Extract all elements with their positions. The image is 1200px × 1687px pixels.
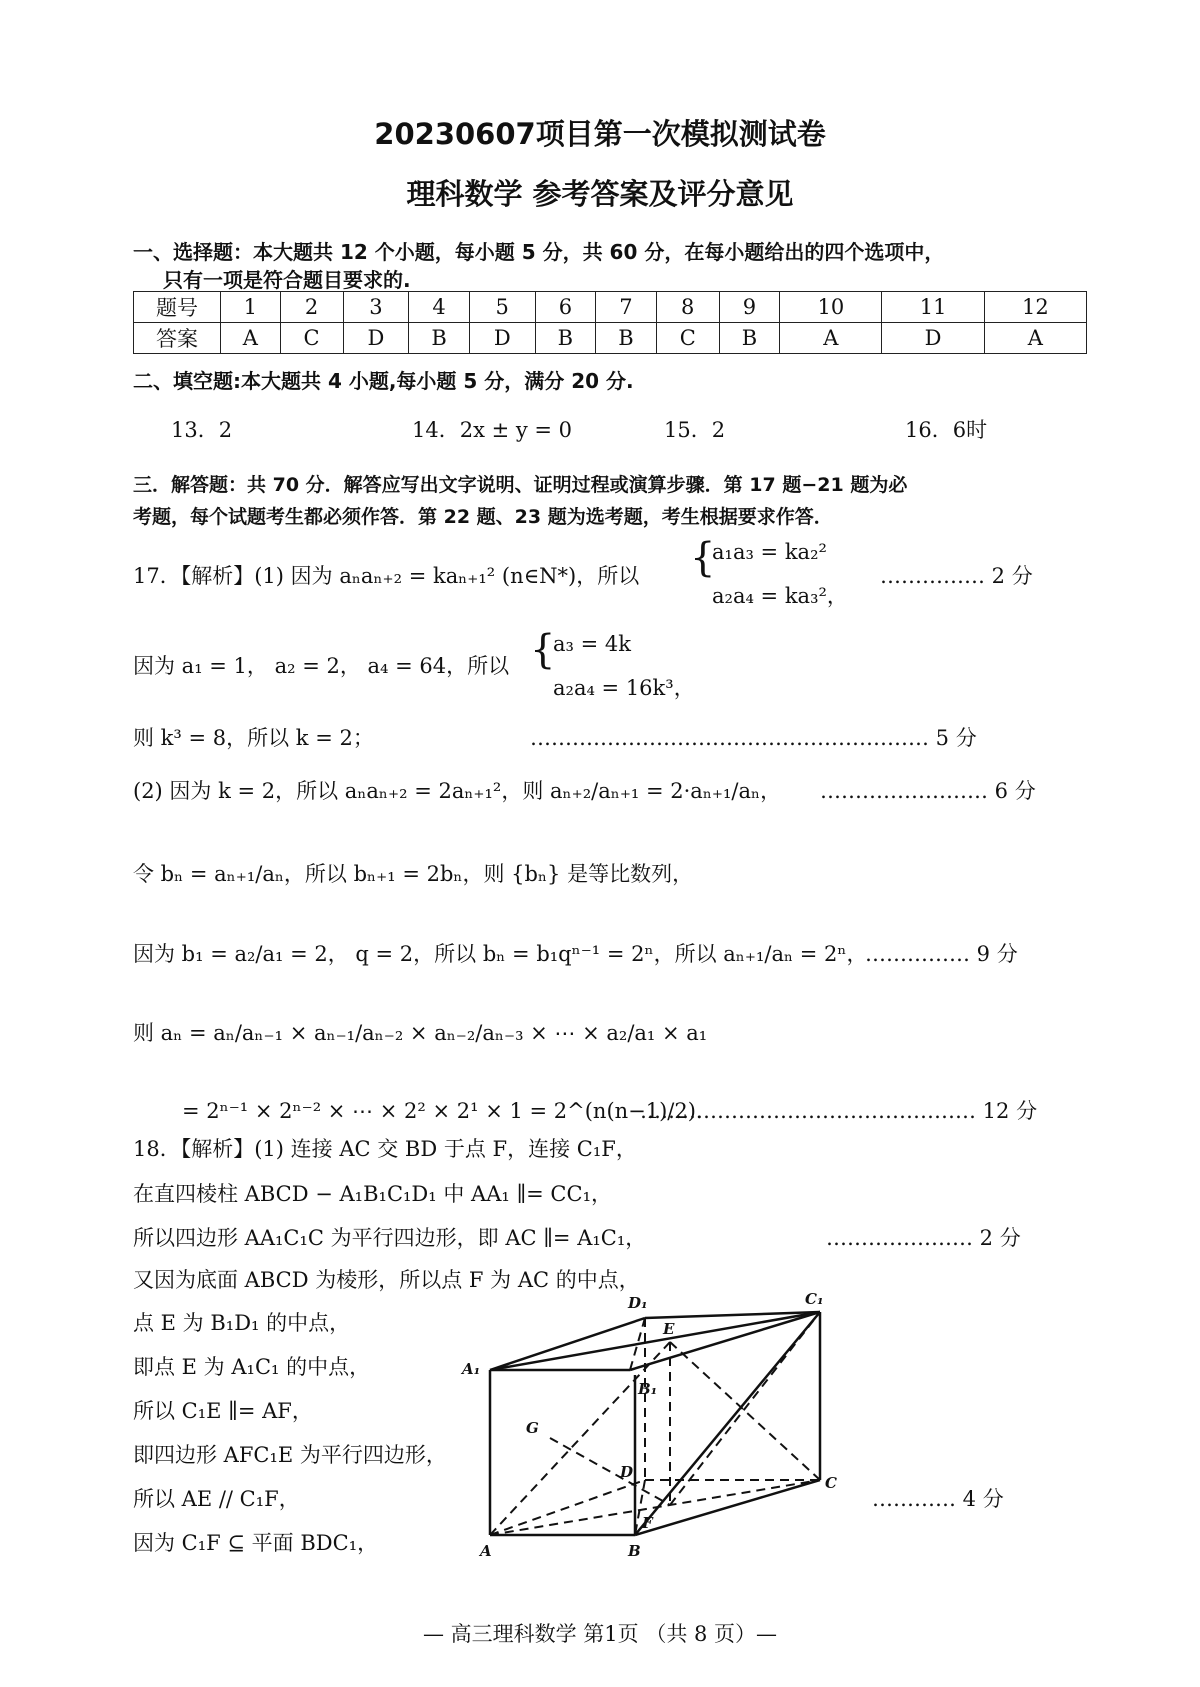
q18-score-2: ………………… 2 分 — [826, 1226, 1021, 1250]
q17-system2-b: a₂a₄ = 16k³， — [553, 676, 695, 700]
q17-line7: 则 aₙ = aₙ/aₙ₋₁ × aₙ₋₁/aₙ₋₂ × aₙ₋₂/aₙ₋₃ × ⋯ × a₂/a₁ × a₁ — [133, 1021, 708, 1045]
page-footer: — 高三理科数学 第1页 （共 8 页）— — [422, 1622, 778, 1646]
label-f: F — [642, 1514, 653, 1532]
section2-heading: 二、填空题:本大题共 4 小题,每小题 5 分，满分 20 分. — [133, 369, 634, 393]
q17-line6: 因为 b₁ = a₂/a₁ = 2， q = 2，所以 bₙ = b₁qⁿ⁻¹ = 2ⁿ，所以 aₙ₊₁/aₙ = 2ⁿ， — [133, 942, 868, 966]
row-label-answer: 答案 — [134, 323, 221, 354]
section3-line1: 三．解答题：共 70 分．解答应写出文字说明、证明过程或演算步骤．第 17 题−21 题为必 — [133, 474, 908, 496]
q18-line10: 因为 C₁F ⊆ 平面 BDC₁， — [133, 1531, 379, 1555]
label-c1: C₁ — [805, 1290, 824, 1308]
dashed-a-d — [490, 1480, 645, 1535]
table-cell: D — [469, 323, 535, 354]
table-cell: 8 — [656, 292, 719, 323]
q17-line3: 则 k³ = 8，所以 k = 2； — [133, 726, 374, 750]
table-cell: B — [596, 323, 657, 354]
q18-score-4: ………… 4 分 — [872, 1487, 1004, 1511]
table-cell: B — [535, 323, 596, 354]
edge-b-c — [635, 1480, 820, 1535]
table-cell: 11 — [882, 292, 984, 323]
q17-score-2: …………… 2 分 — [880, 564, 1033, 588]
brace-2: { — [530, 627, 556, 673]
section1-heading-line2: 只有一项是符合题目要求的. — [163, 268, 411, 292]
table-cell: 1 — [221, 292, 281, 323]
dashed-e-c — [670, 1342, 820, 1480]
q17-score-5: ………………………………………………… 5 分 — [530, 726, 977, 750]
table-cell: 3 — [343, 292, 409, 323]
table-cell: B — [719, 323, 780, 354]
q17-score-6: …………………… 6 分 — [820, 779, 1036, 803]
prism-figure — [460, 1290, 860, 1560]
table-cell: A — [984, 323, 1086, 354]
answer-13: 13．2 — [171, 418, 233, 442]
answer-table — [133, 291, 1087, 354]
table-cell: 5 — [469, 292, 535, 323]
table-cell: 7 — [596, 292, 657, 323]
q18-line5: 点 E 为 B₁D₁ 的中点， — [133, 1311, 351, 1335]
brace-1: { — [690, 535, 716, 581]
q17-line5: 令 bₙ = aₙ₊₁/aₙ，所以 bₙ₊₁ = 2bₙ，则 {bₙ} 是等比数列， — [133, 862, 694, 886]
answer-table-number-row — [134, 292, 1087, 323]
table-cell: 10 — [780, 292, 882, 323]
table-cell: A — [780, 323, 882, 354]
q18-line7: 所以 C₁E ∥= AF， — [133, 1399, 313, 1423]
q17-line2: 因为 a₁ = 1， a₂ = 2， a₄ = 64，所以 — [133, 654, 510, 678]
q17-system2-a: a₃ = 4k — [553, 632, 631, 656]
answer-15: 15．2 — [664, 418, 726, 442]
answer-14: 14．2x ± y = 0 — [412, 418, 573, 442]
table-cell: 12 — [984, 292, 1086, 323]
q18-line6: 即点 E 为 A₁C₁ 的中点， — [133, 1355, 371, 1379]
label-d1: D₁ — [628, 1294, 648, 1312]
table-cell: 4 — [409, 292, 470, 323]
label-b: B — [628, 1542, 641, 1560]
dashed-g-f — [550, 1438, 670, 1505]
document-subtitle: 理科数学 参考答案及评分意见 — [406, 177, 794, 211]
table-cell: 2 — [280, 292, 343, 323]
label-d: D — [620, 1463, 634, 1481]
q17-system-a: a₁a₃ = ka₂² — [712, 540, 827, 564]
q17-system-b: a₂a₄ = ka₃²， — [712, 584, 848, 608]
q18-line3: 所以四边形 AA₁C₁C 为平行四边形，即 AC ∥= A₁C₁， — [133, 1226, 647, 1250]
table-cell: C — [280, 323, 343, 354]
table-cell: B — [409, 323, 470, 354]
label-b1: B₁ — [638, 1380, 658, 1398]
section3-line2: 考题，每个试题考生都必须作答．第 22 题、23 题为选考题，考生根据要求作答． — [133, 506, 833, 528]
label-a1: A₁ — [462, 1360, 481, 1378]
q18-line8: 即四边形 AFC₁E 为平行四边形， — [133, 1443, 447, 1467]
edge-b-c1 — [635, 1312, 820, 1535]
row-label-number: 题号 — [134, 292, 221, 323]
table-cell: 6 — [535, 292, 596, 323]
edge-a1-d1 — [490, 1318, 645, 1370]
answer-table-answer-row — [134, 323, 1087, 354]
label-a: A — [480, 1542, 492, 1560]
document-title: 20230607项目第一次模拟测试卷 — [374, 117, 826, 151]
table-cell: D — [343, 323, 409, 354]
q18-line1: 18．【解析】(1) 连接 AC 交 BD 于点 F，连接 C₁F， — [133, 1137, 637, 1161]
table-cell: D — [882, 323, 984, 354]
label-c: C — [825, 1474, 837, 1492]
q17-line4: (2) 因为 k = 2，所以 aₙaₙ₊₂ = 2aₙ₊₁²，则 aₙ₊₂/aₙ₊₁ = 2·aₙ₊₁/aₙ， — [133, 779, 782, 803]
q18-line4: 又因为底面 ABCD 为棱形，所以点 F 为 AC 的中点， — [133, 1268, 640, 1292]
q18-line2: 在直四棱柱 ABCD − A₁B₁C₁D₁ 中 AA₁ ∥= CC₁， — [133, 1182, 612, 1206]
label-e: E — [663, 1320, 675, 1338]
table-cell: C — [656, 323, 719, 354]
q17-line8: = 2ⁿ⁻¹ × 2ⁿ⁻² × ⋯ × 2² × 2¹ × 1 = 2^(n(n−1)/2)． — [182, 1099, 717, 1123]
q18-line9: 所以 AE // C₁F， — [133, 1487, 300, 1511]
table-cell: A — [221, 323, 281, 354]
answer-16: 16．6时 — [905, 418, 988, 442]
dashed-a-c — [490, 1480, 820, 1535]
q17-line1: 17．【解析】(1) 因为 aₙaₙ₊₂ = kaₙ₊₁² (n∈N*)，所以 — [133, 564, 640, 588]
table-cell: 9 — [719, 292, 780, 323]
q17-score-9: …………… 9 分 — [865, 942, 1018, 966]
section1-heading-line1: 一、选择题：本大题共 12 个小题，每小题 5 分，共 60 分，在每小题给出的四个选项中， — [133, 240, 945, 264]
label-g: G — [526, 1419, 539, 1437]
q17-score-12: ………………………………………… 12 分 — [640, 1099, 1038, 1123]
